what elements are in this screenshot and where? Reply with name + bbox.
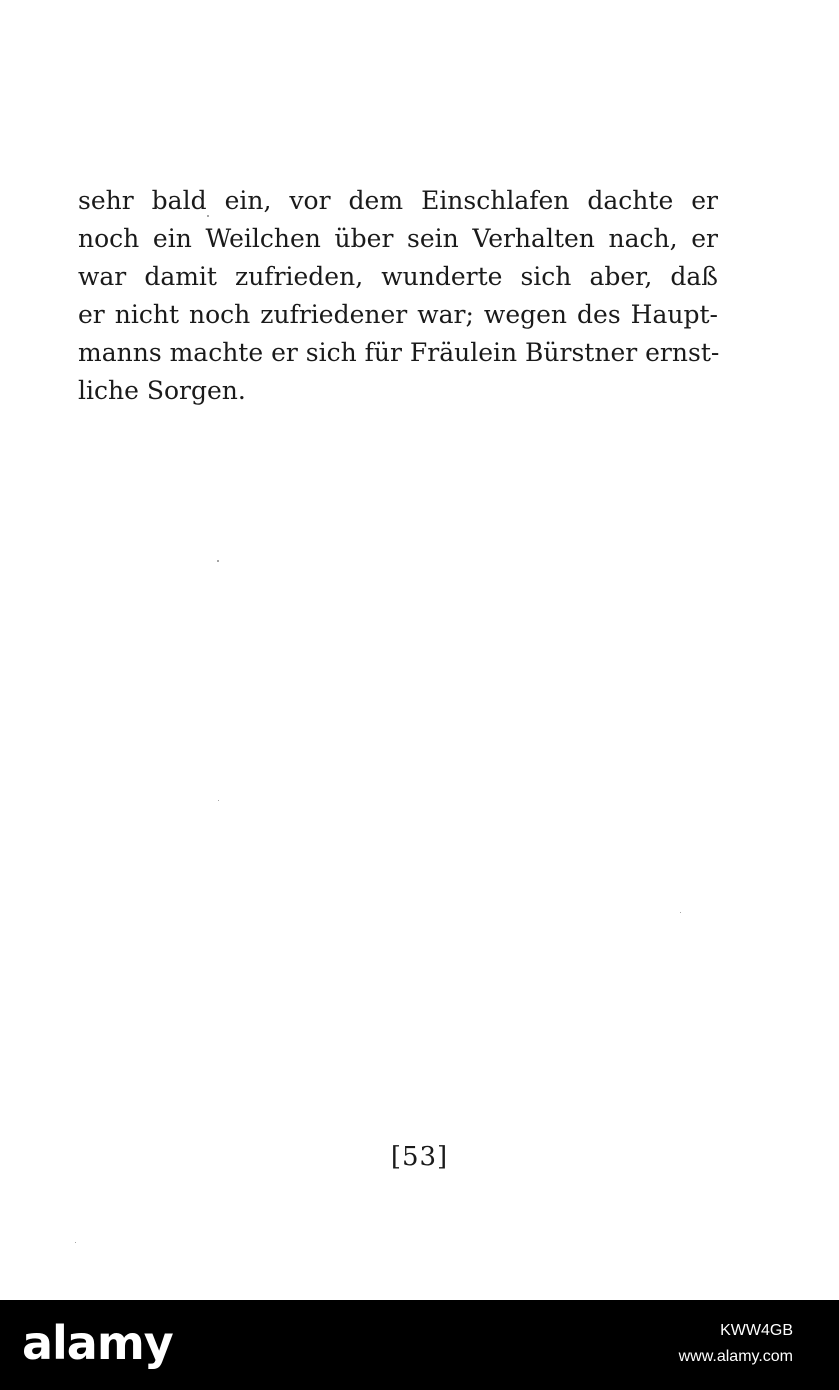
text-line: sehr bald ein, vor dem Einschlafen dachte er [78, 186, 718, 215]
text-line: liche Sorgen. [78, 376, 246, 405]
alamy-logo: alamy [22, 1316, 173, 1370]
text-line: manns machte er sich für Fräulein Bürstner ernst- [78, 338, 720, 367]
text-line: noch ein Weilchen über sein Verhalten nach, er [78, 224, 718, 253]
scan-speck [218, 800, 219, 801]
scan-speck [75, 1242, 76, 1243]
scan-speck [207, 215, 209, 217]
scan-speck [217, 560, 219, 562]
text-line: er nicht noch zufriedener war; wegen des Haupt- [78, 300, 718, 329]
image-id: KWW4GB [720, 1322, 793, 1339]
page-number: [53] [390, 1142, 449, 1172]
body-text [78, 182, 718, 410]
scan-speck [680, 912, 681, 913]
text-line: war damit zufrieden, wunderte sich aber, daß [78, 262, 718, 291]
watermark-bar [0, 1300, 839, 1390]
site-url: www.alamy.com [678, 1348, 793, 1365]
